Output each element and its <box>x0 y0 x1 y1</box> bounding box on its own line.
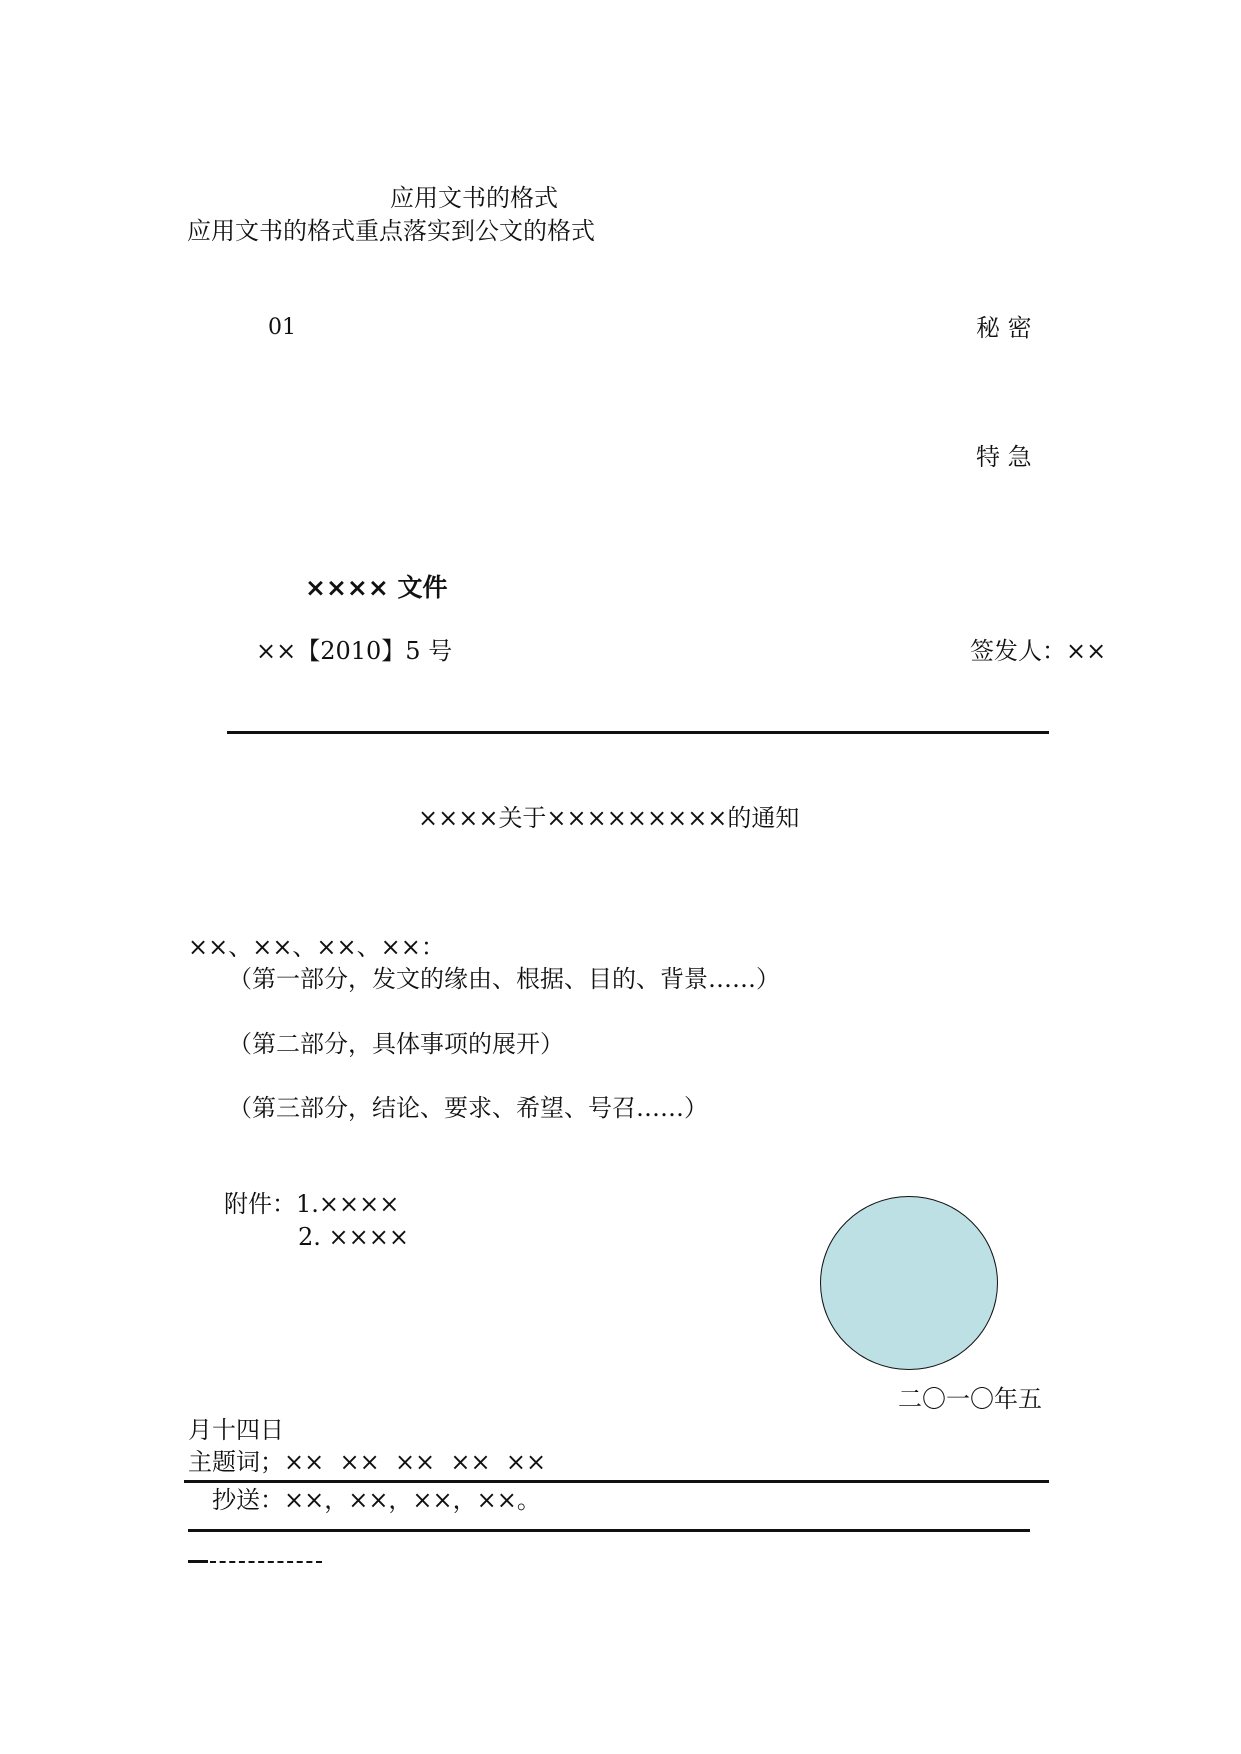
attachments-line-1: 附件：1.×××× <box>224 1190 400 1218</box>
official-seal <box>820 1196 998 1370</box>
urgency-level: 特 急 <box>976 443 1032 471</box>
document-title: 应用文书的格式 <box>390 184 558 212</box>
issue-date-line-1: 二〇一〇年五 <box>898 1385 1042 1413</box>
notice-recipients: ××、××、××、××： <box>188 933 445 961</box>
cc-list: 抄送：××，××，××，××。 <box>212 1486 541 1514</box>
document-subtitle: 应用文书的格式重点落实到公文的格式 <box>187 217 595 245</box>
header-separator-line <box>227 731 1049 734</box>
footer-dash-line <box>210 1561 322 1563</box>
serial-number: 01 <box>268 315 296 340</box>
document-number: ××【2010】5 号 <box>256 637 453 665</box>
footer-dash-solid <box>188 1560 208 1563</box>
issuer-doc-head: ×××× 文件 <box>305 573 448 602</box>
issue-date-line-2: 月十四日 <box>188 1416 284 1444</box>
notice-body-part-3: （第三部分，结论、要求、希望、号召……） <box>228 1094 708 1122</box>
secrecy-level: 秘 密 <box>976 314 1032 342</box>
cc-separator-line <box>188 1529 1030 1532</box>
attachments-line-2: 2. ×××× <box>298 1223 409 1251</box>
notice-title: ××××关于×××××××××的通知 <box>418 804 800 832</box>
subject-words: 主题词；×× ×× ×× ×× ×× <box>188 1448 547 1476</box>
subject-separator-line <box>184 1480 1049 1483</box>
notice-body-part-2: （第二部分，具体事项的展开） <box>228 1030 564 1058</box>
signer-label: 签发人：×× <box>970 637 1107 665</box>
notice-body-part-1: （第一部分，发文的缘由、根据、目的、背景……） <box>228 965 780 993</box>
